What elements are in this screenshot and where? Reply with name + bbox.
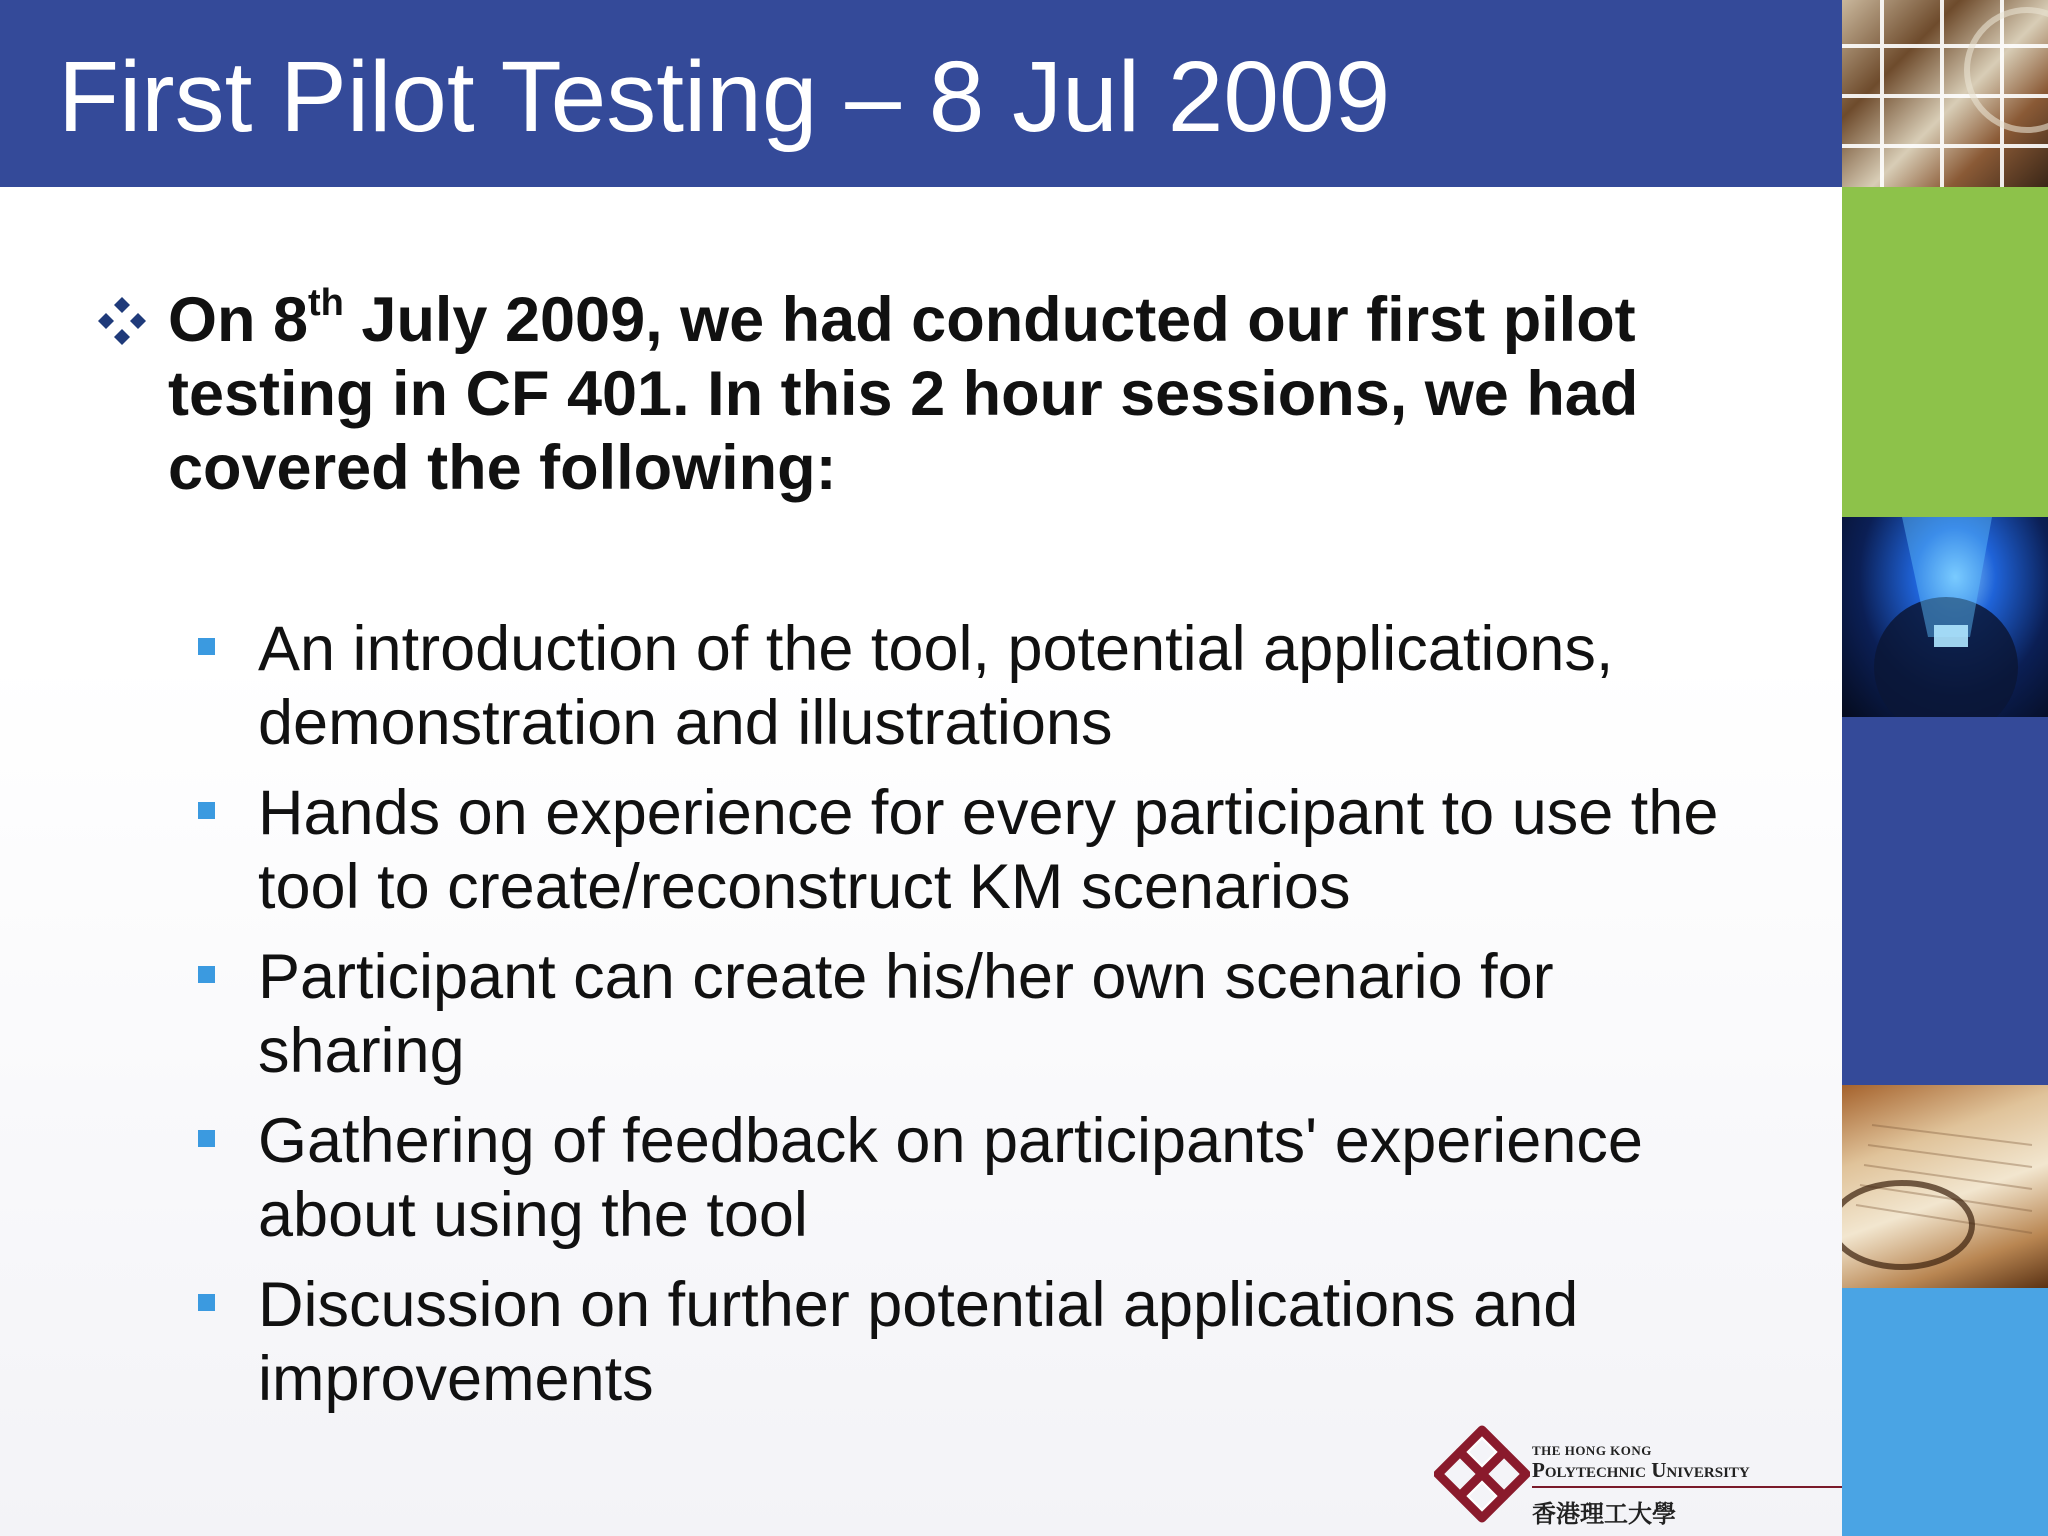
main-bullet-prefix: On 8 xyxy=(168,285,309,355)
main-bullet-body: July 2009, we had conducted our first pilot testing in CF 401. In this 2 hour sessions, we had covered the following: xyxy=(168,285,1639,503)
logo-divider xyxy=(1532,1486,1842,1488)
square-bullet-icon xyxy=(198,1130,215,1147)
sub-bullet-item xyxy=(196,776,1756,924)
sub-bullet-item xyxy=(196,940,1756,1088)
decorative-green-block xyxy=(1842,187,2048,517)
logo-small-text: THE HONG KONG xyxy=(1532,1443,1652,1458)
sub-bullet-text: Discussion on further potential applications and improvements xyxy=(258,1270,1579,1414)
polyu-knot-logo xyxy=(1434,1424,1530,1524)
sub-bullet-list xyxy=(196,612,1756,1432)
decorative-photo-books xyxy=(1842,0,2048,187)
main-bullet xyxy=(96,283,1736,505)
square-bullet-icon xyxy=(198,638,215,655)
sub-bullet-text: Gathering of feedback on participants' experience about using the tool xyxy=(258,1106,1643,1250)
main-bullet-text xyxy=(168,283,1736,505)
logo-university-name: Polytechnic University xyxy=(1532,1458,1750,1482)
slide-title: First Pilot Testing – 8 Jul 2009 xyxy=(58,41,1391,153)
four-diamond-bullet-icon xyxy=(96,295,148,347)
decorative-digital-head xyxy=(1842,517,2048,717)
square-bullet-icon xyxy=(198,802,215,819)
sub-bullet-text: Hands on experience for every participant to use the tool to create/reconstruct KM scenarios xyxy=(258,778,1719,922)
sub-bullet-text: An introduction of the tool, potential applications, demonstration and illustrations xyxy=(258,614,1614,758)
sub-bullet-item xyxy=(196,1104,1756,1252)
sub-bullet-item xyxy=(196,612,1756,760)
square-bullet-icon xyxy=(198,1294,215,1311)
decorative-light-blue-block xyxy=(1842,1288,2048,1536)
sub-bullet-text: Participant can create his/her own scenario for sharing xyxy=(258,942,1554,1086)
decorative-photo-book-glasses xyxy=(1842,1085,2048,1288)
square-bullet-icon xyxy=(198,966,215,983)
title-bar xyxy=(0,0,1842,187)
university-logo xyxy=(1434,1424,1842,1536)
logo-chinese-name: 香港理工大學 xyxy=(1532,1499,1676,1528)
decorative-navy-block xyxy=(1842,717,2048,1085)
main-bullet-superscript: th xyxy=(308,282,344,324)
sub-bullet-item xyxy=(196,1268,1756,1416)
